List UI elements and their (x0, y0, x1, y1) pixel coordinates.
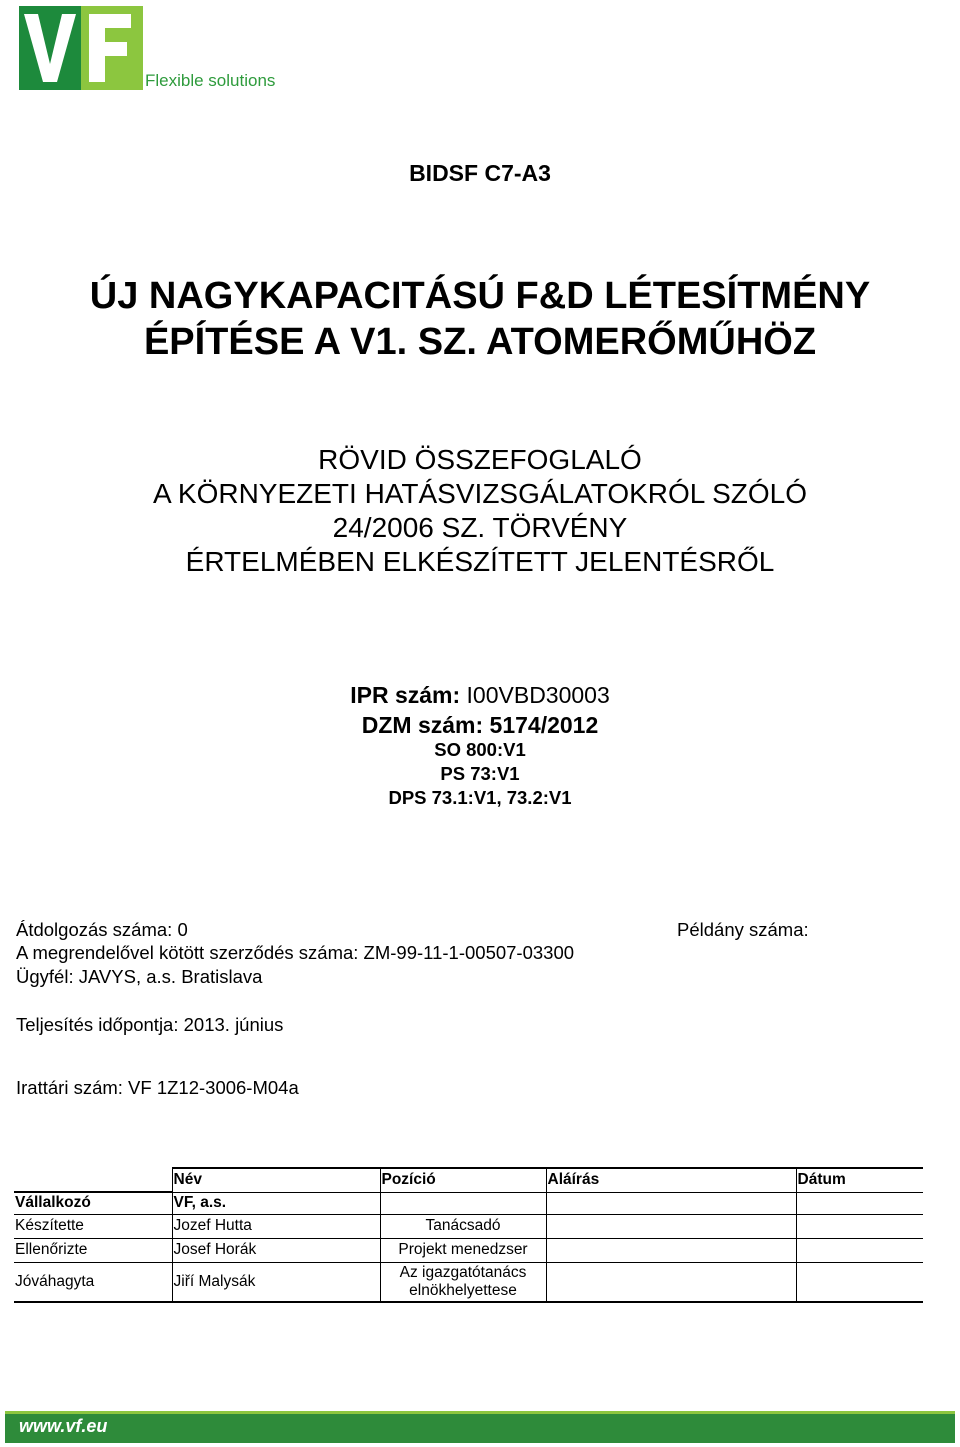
empty-cell (14, 1168, 172, 1192)
subtitle-line: A KÖRNYEZETI HATÁSVIZSGÁLATOKRÓL SZÓLÓ (152, 478, 807, 509)
header-position: Pozíció (380, 1168, 546, 1192)
archive-number: Irattári szám: VF 1Z12-3006-M04a (16, 1077, 299, 1098)
ipr-label: IPR szám: (350, 682, 461, 708)
footer-bar (5, 1411, 955, 1443)
header-date: Dátum (796, 1168, 923, 1192)
ipr-number (0, 680, 960, 710)
dzm-value: 5174/2012 (489, 712, 599, 738)
footer-url[interactable]: www.vf.eu (19, 1416, 108, 1436)
copy-number: Példány száma: (677, 919, 809, 940)
contractor-value: VF, a.s. (172, 1192, 380, 1214)
document-title (0, 273, 960, 365)
ipr-value: I00VBD30003 (466, 682, 610, 708)
role-cell: Jóváhagyta (14, 1262, 172, 1302)
signature-cell (546, 1214, 796, 1238)
name-cell: Jozef Hutta (172, 1214, 380, 1238)
date-cell (796, 1262, 923, 1302)
contract-number: A megrendelővel kötött szerződés száma: ZM-99-11-1-00507-03300 (16, 942, 575, 963)
footer-accent (5, 1411, 955, 1414)
ps-code: PS 73:V1 (440, 763, 520, 784)
completion-date: Teljesítés időpontja: 2013. június (16, 1014, 284, 1035)
position-cell: Projekt menedzser (380, 1238, 546, 1262)
document-subtitle (0, 443, 960, 579)
dzm-label: DZM szám: (361, 712, 484, 738)
subtitle-line: 24/2006 SZ. TÖRVÉNY (332, 512, 628, 543)
subtitle-line: RÖVID ÖSSZEFOGLALÓ (318, 444, 642, 475)
signature-table (14, 1167, 923, 1303)
role-cell: Készítette (14, 1214, 172, 1238)
position-cell: Tanácsadó (380, 1214, 546, 1238)
subtitle-line: ÉRTELMÉBEN ELKÉSZÍTETT JELENTÉSRŐL (185, 546, 775, 577)
document-code: BIDSF C7-A3 (409, 160, 551, 186)
title-line: ÚJ NAGYKAPACITÁSÚ F&D LÉTESÍTMÉNY (89, 275, 871, 317)
dps-code: DPS 73.1:V1, 73.2:V1 (388, 787, 572, 808)
table-row (14, 1262, 923, 1302)
table-row (14, 1192, 923, 1214)
object-codes (0, 738, 960, 810)
dzm-number (0, 710, 960, 740)
header-name: Név (172, 1168, 380, 1192)
contractor-label: Vállalkozó (14, 1192, 172, 1214)
client: Ügyfél: JAVYS, a.s. Bratislava (16, 966, 263, 987)
table-row (14, 1238, 923, 1262)
name-cell: Josef Horák (172, 1238, 380, 1262)
date-cell (796, 1214, 923, 1238)
date-cell (796, 1238, 923, 1262)
table-header-row (14, 1168, 923, 1192)
position-cell: Az igazgatótanács elnökhelyettese (380, 1262, 546, 1302)
role-cell: Ellenőrizte (14, 1238, 172, 1262)
name-cell: Jiří Malysák (172, 1262, 380, 1302)
table-row (14, 1214, 923, 1238)
signature-cell (546, 1262, 796, 1302)
identifiers (0, 680, 960, 740)
signature-cell (546, 1238, 796, 1262)
so-code: SO 800:V1 (434, 739, 526, 760)
title-line: ÉPÍTÉSE A V1. SZ. ATOMERŐMŰHÖZ (143, 321, 817, 363)
vf-logo (19, 6, 143, 90)
header-signature: Aláírás (546, 1168, 796, 1192)
logo-tagline: Flexible solutions (145, 71, 276, 90)
revision-number: Átdolgozás száma: 0 (16, 919, 188, 940)
